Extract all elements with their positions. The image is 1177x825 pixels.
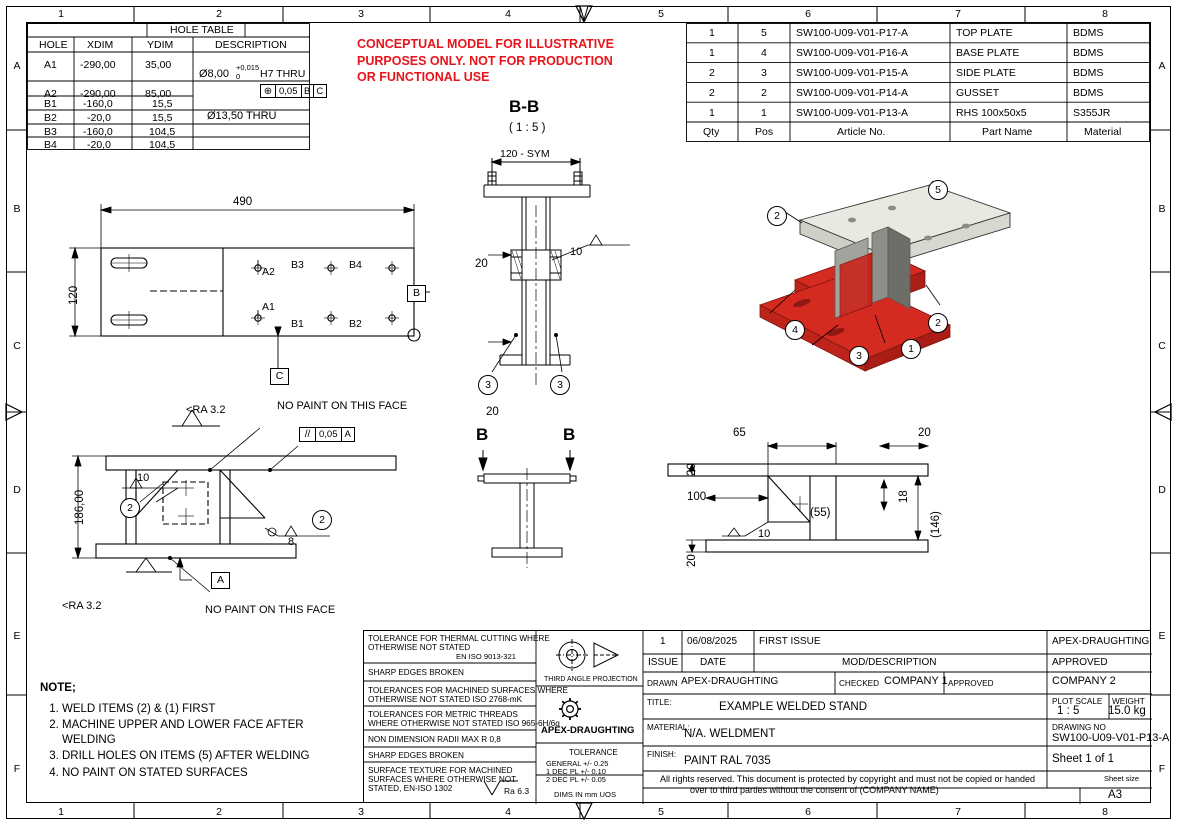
side-view-dim-20-left: 20 — [686, 463, 698, 476]
sheet-count-value: Sheet 1 of 1 — [1052, 753, 1115, 765]
cut-label-b-left: B — [476, 425, 489, 444]
hole-table-wrap — [27, 23, 324, 151]
hole-row-4-ydim: 104,5 — [149, 126, 176, 138]
section-bb-dim-120-sym: 120 - SYM — [500, 148, 550, 160]
checked-by-value: COMPANY 1 — [884, 675, 948, 687]
fcf-datum-c: C — [316, 86, 324, 97]
side-view-dim-18: 18 — [898, 490, 910, 503]
hole-row-2-xdim: -160,0 — [83, 98, 113, 110]
tolerance-header: TOLERANCE — [569, 748, 618, 757]
bom-row-4-qty: 1 — [709, 107, 715, 119]
zone-col-top-3: 3 — [358, 8, 364, 20]
hole-row-2-ydim: 15,5 — [152, 98, 173, 110]
bom-row-4-article: SW100-U09-V01-P13-A — [796, 107, 909, 119]
fcf-symbol-parallelism: // — [300, 428, 316, 441]
ra-value-label: Ra 6.3 — [504, 786, 530, 796]
hole-table-header-xdim: XDIM — [87, 39, 114, 51]
side-view-dim-146: (146) — [930, 511, 942, 538]
hole-row-5-xdim: -20,0 — [87, 139, 111, 151]
bom-row-2-part: SIDE PLATE — [956, 67, 1016, 79]
zone-col-bot-2: 2 — [216, 806, 222, 818]
note-item-4: 4. NO PAINT ON STATED SURFACES — [62, 766, 360, 780]
bom-row-1-material: BDMS — [1073, 47, 1104, 59]
zone-col-bot-3: 3 — [358, 806, 364, 818]
front-view-dim-186: 186,00 — [74, 489, 86, 525]
zone-row-right-b: B — [1158, 203, 1166, 215]
note-item-3: 3. DRILL HOLES ON ITEMS (5) AFTER WELDING — [62, 749, 360, 763]
datum-b-top-view: B — [407, 285, 426, 302]
datum-c-top-view: C — [270, 368, 289, 385]
iso-balloon-4: 4 — [785, 320, 805, 340]
fcf-parallel-datum: A — [344, 429, 351, 440]
top-view-hole-b3: B3 — [291, 259, 304, 271]
section-bb-dim-20-bot: 20 — [486, 406, 499, 418]
side-view-dim-100: 100 — [687, 491, 707, 503]
hole-row-4-hole: B3 — [44, 126, 57, 138]
surface-finish-symbol — [480, 777, 520, 801]
bom-row-1-qty: 1 — [709, 47, 715, 59]
hole-table-header-hole: HOLE — [39, 39, 68, 51]
bom-row-2-pos: 3 — [761, 67, 767, 79]
bom-row-1-pos: 4 — [761, 47, 767, 59]
hole-desc-a-fit: H7 THRU — [260, 68, 306, 80]
conceptual-warning — [357, 36, 647, 86]
zone-row-right-e: E — [1158, 630, 1166, 642]
drawing-no-label: DRAWING NO — [1052, 723, 1106, 732]
bom-row-3-pos: 2 — [761, 87, 767, 99]
zone-col-top-2: 2 — [216, 8, 222, 20]
hole-row-0-xdim: -290,00 — [80, 59, 116, 71]
weight-label: WEIGHT — [1112, 697, 1145, 706]
approved-by-value: COMPANY 2 — [1052, 675, 1116, 687]
bom-row-3-article: SW100-U09-V01-P14-A — [796, 87, 909, 99]
non-dim-radii: NON DIMENSION RADII MAX R 0,8 — [368, 735, 501, 744]
hole-row-1-xdim: -290,00 — [80, 88, 116, 100]
drawn-label: DRAWN — [647, 679, 678, 688]
zone-row-left-c: C — [13, 340, 21, 352]
iso-balloon-2-lower: 2 — [928, 313, 948, 333]
bom-row-4-part: RHS 100x50x5 — [956, 107, 1027, 119]
hole-table-title: HOLE TABLE — [170, 24, 234, 36]
bom-grid — [686, 23, 1150, 142]
top-view-hole-b4: B4 — [349, 259, 362, 271]
hole-table-header-ydim: YDIM — [147, 39, 174, 51]
hole-table-header-desc: DESCRIPTION — [215, 39, 287, 51]
bom-header-part: Part Name — [982, 126, 1033, 138]
mod-description-label: MOD/DESCRIPTION — [842, 657, 937, 668]
plot-scale-value: 1 : 5 — [1057, 705, 1080, 717]
tol-machined-line2: OTHERWISE NOT STATED ISO 2768-mK — [368, 695, 523, 704]
hole-row-3-ydim: 15,5 — [152, 112, 173, 124]
side-view-dim-65: 65 — [733, 427, 746, 439]
zone-row-right-f: F — [1158, 763, 1166, 775]
top-view-hole-b2: B2 — [349, 318, 362, 330]
hole-desc-a-dia: Ø8,00 — [199, 68, 229, 80]
zone-row-right-a: A — [1158, 60, 1166, 72]
bom-row-3-material: BDMS — [1073, 87, 1104, 99]
warning-line-3: OR FUNCTIONAL USE — [357, 70, 490, 85]
zone-row-left-f: F — [13, 763, 21, 775]
side-view-weld-10: 10 — [758, 528, 771, 540]
datum-a-front-view: A — [211, 572, 230, 589]
zone-row-left-a: A — [13, 60, 21, 72]
drawn-by-value: APEX-DRAUGHTING — [681, 676, 779, 687]
section-bb-scale: ( 1 : 5 ) — [509, 122, 546, 134]
company-logo-text: APEX-DRAUGHTING — [541, 725, 635, 736]
balloon-3-left: 3 — [478, 375, 498, 395]
title-block — [363, 630, 1170, 803]
balloon-2-leaders — [120, 498, 180, 528]
bom-row-4-pos: 1 — [761, 107, 767, 119]
copyright-line-1: All rights reserved. This document is protected by copyright and must not be copied or handed — [660, 774, 1036, 784]
tol-thermal-line2: OTHERWISE NOT STATED — [368, 643, 471, 652]
bom-row-0-material: BDMS — [1073, 27, 1104, 39]
iso-balloon-1: 1 — [901, 339, 921, 359]
plot-scale-label: PLOT SCALE — [1052, 697, 1103, 706]
front-view-ra-top: <RA 3.2 — [186, 404, 226, 416]
note-item-2: 2. MACHINE UPPER AND LOWER FACE AFTER WELDING — [62, 718, 360, 747]
section-bb-title: B-B — [509, 97, 540, 116]
bom-row-0-article: SW100-U09-V01-P17-A — [796, 27, 909, 39]
hole-row-1-hole: A2 — [44, 88, 57, 100]
finish-label: FINISH: — [647, 750, 677, 759]
title-label: TITLE: — [647, 698, 672, 707]
fcf-symbol-position: ⊕ — [261, 85, 276, 97]
zone-col-top-5: 5 — [658, 8, 664, 20]
zone-col-bot-4: 4 — [505, 806, 511, 818]
approved-label: APPROVED — [1052, 657, 1108, 668]
iso-view-geometry — [740, 165, 1040, 395]
hole-row-1-ydim: 85,00 — [145, 88, 172, 100]
front-view-weld-10: 10 — [137, 472, 150, 484]
checked-label: CHECKED — [839, 679, 880, 688]
zone-row-left-b: B — [13, 203, 21, 215]
zone-col-top-4: 4 — [505, 8, 511, 20]
drawing-no-value: SW100-U09-V01-P13-A — [1052, 732, 1170, 744]
zone-row-right-c: C — [1158, 340, 1166, 352]
tol-thermal-line1: TOLERANCE FOR THERMAL CUTTING WHERE — [368, 634, 550, 643]
surface-texture-line2: SURFACES WHERE OTHERWISE NOT — [368, 775, 517, 784]
sharp-edges-1: SHARP EDGES BROKEN — [368, 668, 464, 677]
material-label: MATERIAL: — [647, 723, 690, 732]
approved-label-2: APPROVED — [948, 679, 994, 688]
issue-number-value: 1 — [660, 636, 666, 647]
hole-row-5-hole: B4 — [44, 139, 57, 151]
issue-date-value: 06/08/2025 — [687, 636, 738, 647]
issue-description-value: FIRST ISSUE — [759, 636, 821, 647]
hole-row-4-xdim: -160,0 — [83, 126, 113, 138]
bom-row-3-part: GUSSET — [956, 87, 1000, 99]
top-view-hole-b1: B1 — [291, 318, 304, 330]
bom-row-0-pos: 5 — [761, 27, 767, 39]
zone-col-bot-1: 1 — [58, 806, 64, 818]
side-view-dim-55: (55) — [810, 507, 831, 519]
issue-approved-value: APEX-DRAUGHTING — [1052, 636, 1150, 647]
zone-row-left-d: D — [13, 484, 21, 496]
hole-row-3-hole: B2 — [44, 112, 57, 124]
tol-general: GENERAL +/- 0.25 — [546, 759, 609, 768]
surface-texture-line1: SURFACE TEXTURE FOR MACHINED — [368, 766, 513, 775]
zone-row-right-d: D — [1158, 484, 1166, 496]
top-view-hole-a2: A2 — [262, 266, 275, 278]
bom-row-2-material: BDMS — [1073, 67, 1104, 79]
hole-desc-a-tol-lower: 0 — [236, 72, 241, 81]
zone-col-bot-6: 6 — [805, 806, 811, 818]
tol-1dec: 1 DEC PL +/- 0.10 — [546, 767, 606, 776]
hole-desc-a-tol-upper: +0,015 — [236, 63, 260, 72]
top-view-dim-490: 490 — [233, 196, 253, 208]
issue-label: ISSUE — [648, 657, 679, 668]
tol-threads-line1: TOLERANCES FOR METRIC THREADS — [368, 710, 518, 719]
top-view-hole-a1: A1 — [262, 301, 275, 313]
front-view-ra-bottom: <RA 3.2 — [62, 600, 102, 612]
sheet-size-value: A3 — [1108, 789, 1123, 801]
bom-row-1-part: BASE PLATE — [956, 47, 1020, 59]
top-view-dim-120: 120 — [68, 285, 80, 305]
zone-col-bot-5: 5 — [658, 806, 664, 818]
tol-2dec: 2 DEC PL +/- 0.05 — [546, 775, 606, 784]
zone-row-left-e: E — [13, 630, 21, 642]
side-view-dim-20-right: 20 — [918, 427, 931, 439]
cut-label-b-right: B — [563, 425, 576, 444]
finish-value: PAINT RAL 7035 — [684, 755, 771, 767]
fcf-tolerance-value: 0,05 — [276, 85, 302, 97]
bom-row-0-part: TOP PLATE — [956, 27, 1013, 39]
hole-row-2-hole: B1 — [44, 98, 57, 110]
note-list — [40, 702, 360, 780]
date-label: DATE — [700, 657, 726, 668]
section-bb-dim-20-top: 20 — [475, 258, 488, 270]
sharp-edges-2: SHARP EDGES BROKEN — [368, 751, 464, 760]
hole-desc-a-fcf — [260, 84, 327, 98]
section-bb-geometry — [470, 145, 670, 445]
material-value: N/A. WELDMENT — [684, 728, 776, 740]
section-bb-balloon-leaders — [470, 330, 670, 390]
bom-row-0-qty: 1 — [709, 27, 715, 39]
front-view-parallelism-fcf — [299, 427, 355, 442]
bom-header-pos: Pos — [755, 126, 774, 138]
zone-col-top-8: 8 — [1102, 8, 1108, 20]
zone-col-top-1: 1 — [58, 8, 64, 20]
bom-row-2-qty: 2 — [709, 67, 715, 79]
zone-col-bot-8: 8 — [1102, 806, 1108, 818]
warning-line-1: CONCEPTUAL MODEL FOR ILLUSTRATIVE — [357, 37, 614, 51]
zone-col-bot-7: 7 — [955, 806, 961, 818]
hole-row-3-xdim: -20,0 — [87, 112, 111, 124]
balloon-2-right: 2 — [312, 510, 332, 530]
tol-machined-line1: TOLERANCES FOR MACHINED SURFACES WHERE — [368, 686, 569, 695]
bom-header-qty: Qty — [703, 126, 720, 138]
bom-header-article: Article No. — [837, 126, 886, 138]
iso-balloon-5: 5 — [928, 180, 948, 200]
bom-row-3-qty: 2 — [709, 87, 715, 99]
hole-desc-b: Ø13,50 THRU — [207, 110, 277, 122]
balloon-2-left: 2 — [120, 498, 140, 518]
surface-texture-line3: STATED, EN-ISO 1302 — [368, 784, 453, 793]
hole-row-5-ydim: 104,5 — [149, 139, 176, 151]
front-view-no-paint-top: NO PAINT ON THIS FACE — [277, 400, 408, 412]
bom-row-4-material: S355JR — [1073, 107, 1111, 119]
iso-balloon-2-upper: 2 — [767, 206, 787, 226]
bom-header-material: Material — [1084, 126, 1122, 138]
bom-row-2-article: SW100-U09-V01-P15-A — [796, 67, 909, 79]
tol-thermal-iso: EN ISO 9013-321 — [456, 652, 516, 661]
hole-row-0-hole: A1 — [44, 59, 57, 71]
hole-row-0-ydim: 35,00 — [145, 59, 172, 71]
section-bb-weld-10: 10 — [570, 246, 583, 258]
weight-value: 15.0 kg — [1108, 705, 1146, 717]
front-view-weld-8: 8 — [288, 536, 295, 548]
zone-col-top-6: 6 — [805, 8, 811, 20]
sheet-size-label: Sheet size — [1104, 774, 1140, 783]
bom-row-1-article: SW100-U09-V01-P16-A — [796, 47, 909, 59]
fcf-parallel-value: 0,05 — [316, 428, 342, 441]
copyright-line-2-text: over to third parties without the consent of (COMPANY NAME) — [690, 785, 939, 795]
dims-uos: DIMS IN mm UOS — [554, 790, 617, 799]
copyright-line-2 — [690, 785, 939, 795]
tol-threads-line2: WHERE OTHERWISE NOT STATED ISO 965-6H/6g — [368, 719, 560, 728]
iso-balloon-3: 3 — [849, 346, 869, 366]
side-view-dim-20-bottom: 20 — [686, 554, 698, 567]
warning-line-2: PURPOSES ONLY. NOT FOR PRODUCTION — [357, 53, 613, 68]
note-title: NOTE; — [40, 682, 76, 694]
note-block — [40, 682, 360, 782]
projection-label: THIRD ANGLE PROJECTION — [544, 676, 638, 683]
balloon-3-right: 3 — [550, 375, 570, 395]
fcf-datum-b: B — [302, 85, 314, 97]
apex-draughting-logo-icon — [555, 694, 585, 724]
bom-table — [686, 23, 1150, 142]
zone-col-top-7: 7 — [955, 8, 961, 20]
drawing-title-value: EXAMPLE WELDED STAND — [719, 701, 868, 713]
front-view-no-paint-bottom: NO PAINT ON THIS FACE — [205, 604, 336, 616]
note-item-1: 1. WELD ITEMS (2) & (1) FIRST — [62, 702, 360, 716]
